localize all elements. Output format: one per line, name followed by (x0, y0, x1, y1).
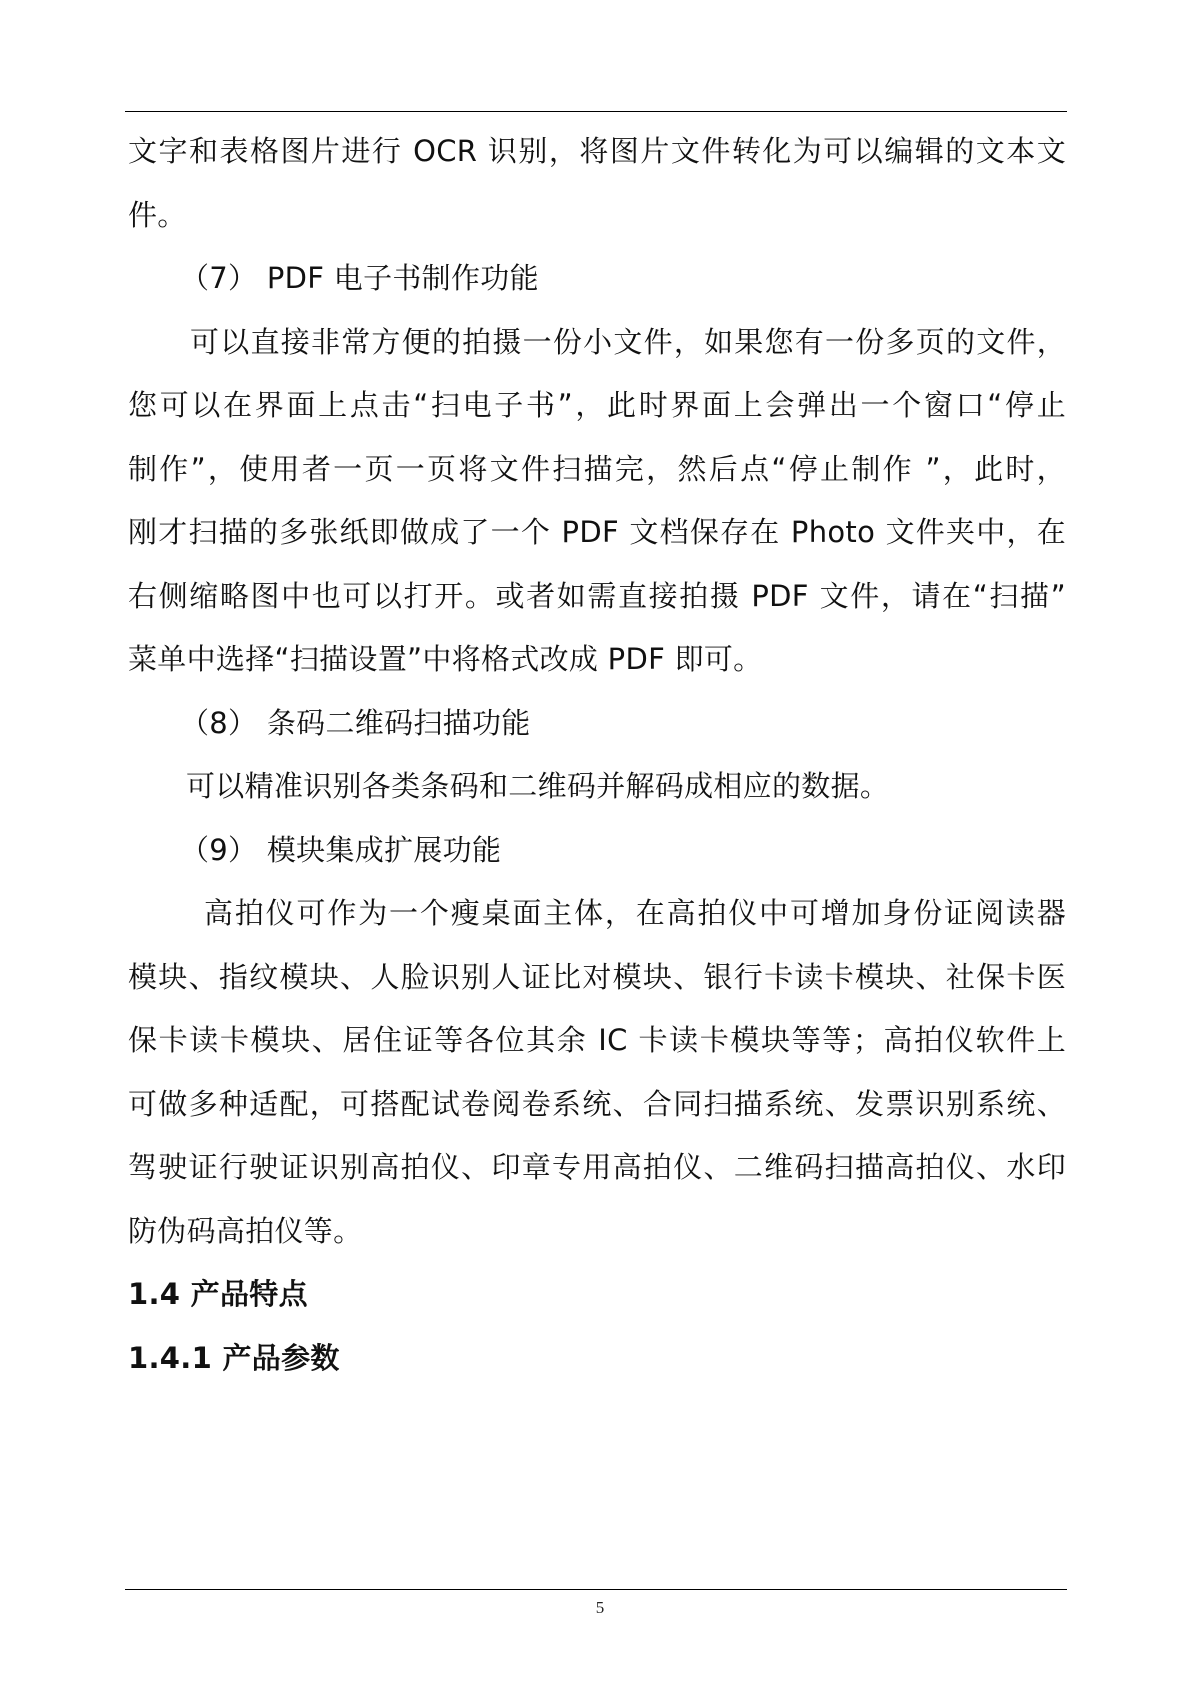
page-body (128, 120, 1066, 1390)
paragraph-line: 制作”，使用者一页一页将文件扫描完，然后点“停止制作 ”，此时， (128, 451, 1066, 486)
paragraph-line: 保卡读卡模块、居住证等各位其余 IC 卡读卡模块等等；高拍仪软件上 (128, 1023, 1066, 1057)
paragraph-line: 菜单中选择“扫描设置”中将格式改成 PDF 即可。 (128, 642, 763, 676)
subsection-title-pdf-ebook: （7） PDF 电子书制作功能 (180, 261, 539, 295)
paragraph-line: 文字和表格图片进行 OCR 识别，将图片文件转化为可以编辑的文本文 (128, 134, 1066, 168)
paragraph-line: 可以直接非常方便的拍摄一份小文件，如果您有一份多页的文件， (190, 324, 1066, 359)
footer-rule (125, 1589, 1067, 1590)
paragraph-line: 防伪码高拍仪等。 (128, 1213, 363, 1248)
paragraph-line: 右侧缩略图中也可以打开。或者如需直接拍摄 PDF 文件，请在“扫描” (128, 578, 1066, 613)
section-heading-product-params: 1.4.1 产品参数 (128, 1340, 340, 1375)
paragraph-line: 您可以在界面上点击“扫电子书”，此时界面上会弹出一个窗口“停止 (128, 388, 1066, 422)
section-heading-product-features: 1.4 产品特点 (128, 1277, 308, 1311)
subsection-title-barcode: （8） 条码二维码扫描功能 (180, 705, 531, 740)
paragraph-line: 模块、指纹模块、人脸识别人证比对模块、银行卡读卡模块、社保卡医 (128, 959, 1066, 994)
header-rule (125, 111, 1067, 112)
paragraph-line: 刚才扫描的多张纸即做成了一个 PDF 文档保存在 Photo 文件夹中，在 (128, 515, 1066, 549)
paragraph-line: 件。 (128, 197, 187, 232)
page-number: 5 (595, 1598, 605, 1617)
paragraph-line: 驾驶证行驶证识别高拍仪、印章专用高拍仪、二维码扫描高拍仪、水印 (128, 1150, 1066, 1184)
paragraph-line: 可以精准识别各类条码和二维码并解码成相应的数据。 (186, 769, 890, 803)
paragraph-line: 可做多种适配，可搭配试卷阅卷系统、合同扫描系统、发票识别系统、 (128, 1086, 1066, 1121)
paragraph-line: 高拍仪可作为一个瘦桌面主体，在高拍仪中可增加身份证阅读器 (204, 896, 1066, 930)
subsection-title-module: （9） 模块集成扩展功能 (180, 832, 502, 867)
